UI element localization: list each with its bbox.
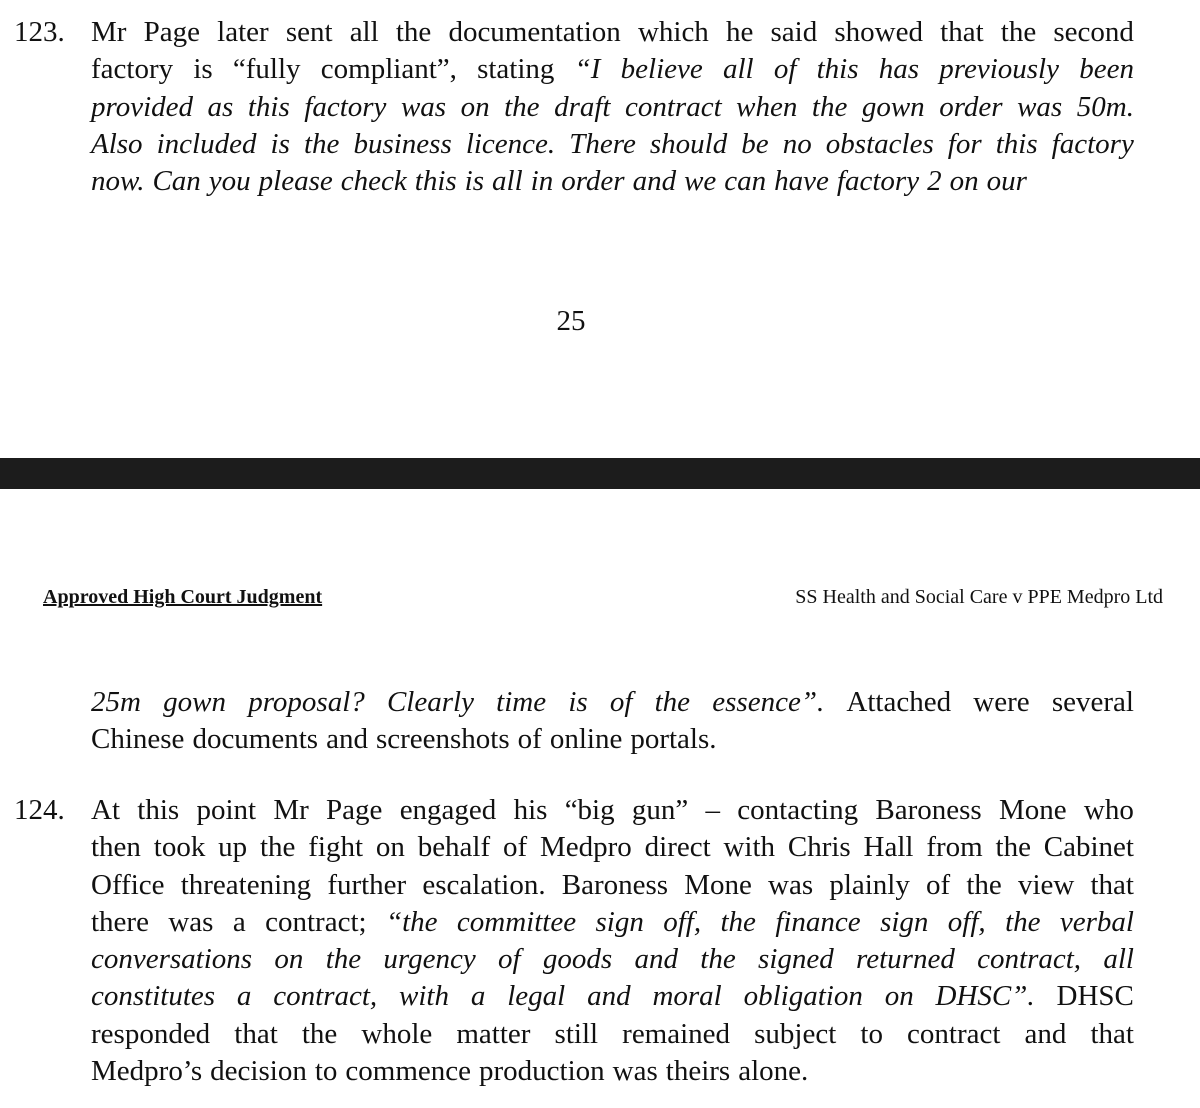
- word: “the: [385, 905, 438, 938]
- page-separator: [0, 458, 1200, 489]
- word: Chris: [787, 831, 851, 864]
- paragraph-number: 124.: [14, 794, 65, 826]
- word: “I: [574, 53, 601, 86]
- word: Mone: [684, 868, 752, 901]
- word: was: [168, 905, 214, 938]
- word: engaged: [399, 794, 497, 826]
- text-line: [14, 163, 1134, 200]
- word: been: [1079, 53, 1134, 86]
- word: escalation.: [422, 868, 546, 901]
- word: committee: [456, 905, 577, 938]
- text-line: [14, 829, 1134, 866]
- word: remained: [622, 1017, 731, 1050]
- word: all: [349, 16, 379, 48]
- word: Clearly: [386, 686, 474, 718]
- word: all: [723, 53, 754, 86]
- word: –: [705, 794, 721, 826]
- word: production: [479, 1055, 605, 1088]
- word: documents: [192, 723, 319, 756]
- page-number: 25: [556, 305, 586, 337]
- word: he: [725, 16, 754, 48]
- word: business: [353, 127, 452, 160]
- word: compliant”,: [320, 53, 457, 86]
- word: verbal: [1059, 905, 1134, 938]
- text-line: [14, 1016, 1134, 1053]
- word: is: [464, 165, 485, 198]
- paragraph-124: [14, 792, 1134, 1090]
- word: whole: [361, 1017, 433, 1050]
- word: is: [193, 53, 213, 86]
- word: of: [517, 723, 542, 756]
- word: up: [218, 831, 248, 864]
- word: At: [91, 794, 120, 826]
- word: draft: [554, 90, 611, 123]
- word: of: [502, 831, 528, 864]
- word: order: [561, 165, 625, 198]
- word: included: [156, 127, 257, 160]
- word: 50m.: [1076, 90, 1134, 123]
- word: later: [217, 16, 269, 48]
- word: who: [1083, 794, 1134, 826]
- word: moral: [652, 980, 722, 1013]
- word: Hall: [863, 831, 914, 864]
- word: subject: [754, 1017, 837, 1050]
- word: commence: [345, 1055, 471, 1088]
- paragraph-body: [14, 792, 1134, 1090]
- word: licence.: [465, 127, 556, 160]
- word: is: [270, 127, 290, 160]
- word: a: [470, 980, 486, 1013]
- word: the: [395, 16, 432, 48]
- word: DHSC: [1056, 980, 1134, 1013]
- word: behalf: [417, 831, 491, 864]
- word: be: [741, 127, 769, 160]
- word: matter: [456, 1017, 531, 1050]
- word: portals.: [630, 723, 717, 756]
- word: proposal?: [248, 686, 365, 718]
- word: Baroness: [561, 868, 669, 901]
- word: and: [326, 723, 368, 756]
- word: contract;: [265, 905, 367, 938]
- word: all: [1103, 943, 1134, 976]
- word: “fully: [232, 53, 301, 86]
- page-26: [0, 489, 1200, 1108]
- word: Medpro: [539, 831, 632, 864]
- text-line: [14, 941, 1134, 978]
- word: responded: [91, 1017, 211, 1050]
- word: this: [995, 127, 1038, 160]
- word: was: [768, 868, 814, 901]
- word: the: [966, 868, 1002, 901]
- paragraph-body: [14, 14, 1134, 200]
- word: further: [327, 868, 407, 901]
- word: factory: [304, 90, 387, 123]
- word: has: [878, 53, 920, 86]
- page-25: [0, 0, 1200, 458]
- word: fight: [308, 831, 364, 864]
- word: can: [724, 165, 767, 198]
- word: you: [208, 165, 251, 198]
- text-line: [14, 126, 1134, 163]
- word: second: [1053, 16, 1134, 48]
- word: on: [949, 165, 979, 198]
- word: sign: [880, 905, 929, 938]
- word: time: [496, 686, 547, 718]
- word: order: [939, 90, 1003, 123]
- word: on: [375, 831, 405, 864]
- word: previously: [939, 53, 1059, 86]
- word: the: [504, 90, 540, 123]
- word: documentation: [448, 16, 621, 48]
- word: essence”.: [712, 686, 825, 718]
- word: from: [926, 831, 983, 864]
- paragraph-123-continuation: [14, 684, 1134, 759]
- word: this: [816, 53, 859, 86]
- word: view: [1017, 868, 1075, 901]
- word: when: [736, 90, 798, 123]
- word: contract: [624, 90, 722, 123]
- word: legal: [507, 980, 566, 1013]
- word: the: [1000, 16, 1037, 48]
- word: contacting: [737, 794, 859, 826]
- word: Can: [152, 165, 201, 198]
- word: that: [940, 16, 984, 48]
- word: check: [340, 165, 407, 198]
- word: please: [258, 165, 333, 198]
- word: the: [654, 686, 691, 718]
- word: Medpro’s: [91, 1055, 203, 1088]
- word: to: [860, 1017, 883, 1050]
- word: the: [700, 943, 736, 976]
- word: with: [399, 980, 449, 1013]
- word: threatening: [180, 868, 312, 901]
- word: that: [1090, 1017, 1134, 1050]
- word: of: [609, 686, 633, 718]
- word: conversations: [91, 943, 253, 976]
- word: this: [247, 90, 290, 123]
- word: of: [926, 868, 951, 901]
- text-line: [14, 14, 1134, 51]
- word: direct: [644, 831, 711, 864]
- word: for: [947, 127, 982, 160]
- word: gown: [861, 90, 925, 123]
- word: Page: [143, 16, 200, 48]
- word: all: [492, 165, 523, 198]
- word: the: [325, 943, 362, 976]
- word: DHSC”.: [935, 980, 1035, 1013]
- word: we: [684, 165, 717, 198]
- word: of: [498, 943, 521, 976]
- word: on: [274, 943, 304, 976]
- word: Also: [91, 127, 143, 160]
- word: that: [234, 1017, 278, 1050]
- word: Mr: [273, 794, 309, 826]
- word: our: [986, 165, 1027, 198]
- paragraph-123: [14, 14, 1134, 200]
- word: sign: [595, 905, 644, 938]
- word: signed: [758, 943, 834, 976]
- word: Office: [91, 868, 165, 901]
- word: was: [612, 1055, 658, 1088]
- word: several: [1051, 686, 1134, 718]
- word: his: [513, 794, 548, 826]
- word: this: [414, 165, 457, 198]
- word: then: [91, 831, 141, 864]
- word: contract,: [977, 943, 1082, 976]
- word: now.: [91, 165, 145, 198]
- word: and: [587, 980, 631, 1013]
- word: urgency: [383, 943, 476, 976]
- word: off,: [663, 905, 702, 938]
- word: Chinese: [91, 723, 185, 756]
- word: in: [530, 165, 554, 198]
- word: which: [637, 16, 709, 48]
- word: decision: [210, 1055, 307, 1088]
- word: obligation: [743, 980, 863, 1013]
- word: There: [569, 127, 636, 160]
- word: 25m: [91, 686, 141, 718]
- word: factory: [1051, 127, 1134, 160]
- word: point: [196, 794, 257, 826]
- word: with: [723, 831, 776, 864]
- word: the: [301, 1017, 338, 1050]
- word: screenshots: [375, 723, 510, 756]
- word: factory: [836, 165, 920, 198]
- text-line: [14, 51, 1134, 88]
- text-line: [14, 978, 1134, 1015]
- word: showed: [834, 16, 923, 48]
- text-line: [14, 684, 1134, 721]
- word: “big: [564, 794, 615, 826]
- word: constitutes: [91, 980, 216, 1013]
- word: there: [91, 905, 149, 938]
- word: no: [782, 127, 812, 160]
- text-line: [14, 867, 1134, 904]
- word: plainly: [829, 868, 910, 901]
- word: factory: [91, 53, 174, 86]
- word: sent: [285, 16, 333, 48]
- text-line: [14, 1053, 1134, 1090]
- word: goods: [542, 943, 613, 976]
- word: was: [1017, 90, 1063, 123]
- word: Attached: [846, 686, 952, 718]
- word: a: [236, 980, 252, 1013]
- word: contract,: [273, 980, 378, 1013]
- word: Page: [326, 794, 383, 826]
- word: theirs: [665, 1055, 731, 1088]
- word: should: [649, 127, 728, 160]
- word: on: [884, 980, 914, 1013]
- word: gown: [163, 686, 226, 718]
- word: of: [773, 53, 797, 86]
- word: 2: [927, 165, 942, 198]
- word: Cabinet: [1043, 831, 1134, 864]
- word: that: [1090, 868, 1134, 901]
- word: to: [314, 1055, 338, 1088]
- word: was: [400, 90, 447, 123]
- word: provided: [91, 90, 194, 123]
- word: finance: [775, 905, 861, 938]
- word: the: [1005, 905, 1041, 938]
- word: contract: [907, 1017, 1001, 1050]
- word: as: [207, 90, 234, 123]
- word: the: [720, 905, 756, 938]
- word: the: [995, 831, 1031, 864]
- judgment-title: Approved High Court Judgment: [43, 586, 323, 608]
- word: this: [137, 794, 180, 826]
- word: said: [770, 16, 818, 48]
- word: obstacles: [825, 127, 934, 160]
- text-line: [14, 89, 1134, 126]
- text-line: [14, 792, 1134, 829]
- word: a: [232, 905, 246, 938]
- word: returned: [856, 943, 955, 976]
- text-line: [14, 721, 1134, 758]
- word: still: [554, 1017, 599, 1050]
- paragraph-body: [14, 684, 1134, 759]
- word: the: [303, 127, 340, 160]
- word: is: [568, 686, 588, 718]
- word: believe: [620, 53, 703, 86]
- word: on: [460, 90, 490, 123]
- case-name: SS Health and Social Care v PPE Medpro Ltd: [795, 586, 1163, 608]
- word: the: [811, 90, 848, 123]
- word: and: [1024, 1017, 1067, 1050]
- word: and: [632, 165, 677, 198]
- paragraph-number: 123.: [14, 16, 65, 48]
- word: stating: [477, 53, 555, 86]
- word: Mr: [91, 16, 127, 48]
- word: and: [634, 943, 678, 976]
- word: the: [259, 831, 296, 864]
- word: have: [774, 165, 829, 198]
- word: off,: [947, 905, 986, 938]
- word: were: [973, 686, 1030, 718]
- word: alone.: [738, 1055, 809, 1088]
- word: online: [549, 723, 623, 756]
- word: Baroness: [875, 794, 982, 826]
- word: Mone: [998, 794, 1067, 826]
- word: gun”: [631, 794, 689, 826]
- word: took: [153, 831, 206, 864]
- text-line: [14, 904, 1134, 941]
